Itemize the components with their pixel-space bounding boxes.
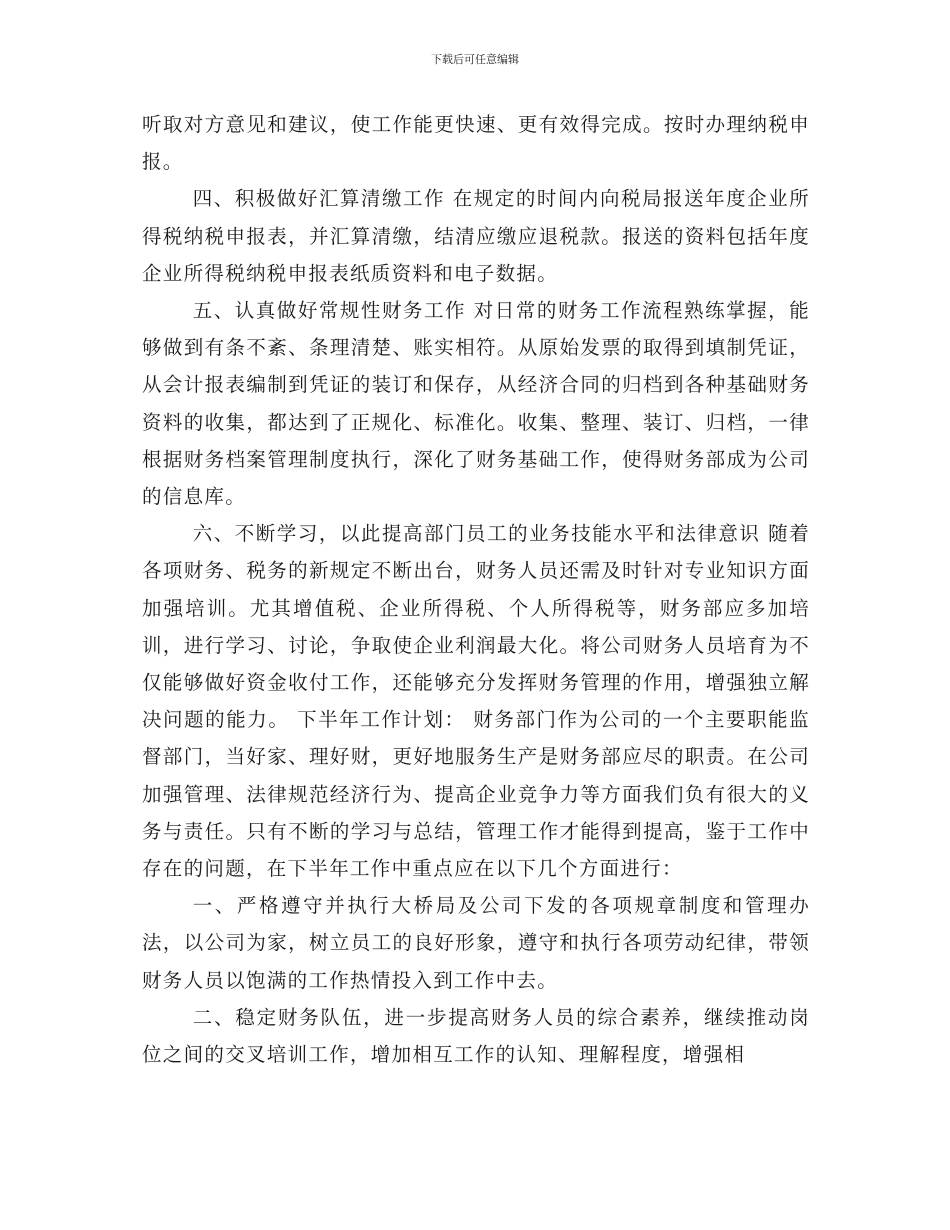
paragraph-continuation: 听取对方意见和建议，使工作能更快速、更有效得完成。按时办理纳税申报。 [142, 113, 810, 174]
paragraph-section-6: 六、不断学习，以此提高部门员工的业务技能水平和法律意识 随着各项财务、税务的新规定不断出台，财务人员还需及时针对专业知识方面加强培训。尤其增值税、企业所得税、个人所得税等，财务部应多加培训，进行学习、讨论，争取使企业利润最大化。将公司财务人员培育为不仅能够做好资金收付工作，还能够充分发挥财务管理的作用，增强独立解决问题的能力。 下半年工作计划： 财务部门作为公司的一个主要职能监督部门，当好家、理好财，更好地服务生产是财务部应尽的职责。在公司加强管理、法律规范经济行为、提高企业竞争力等方面我们负有很大的义务与责任。只有不断的学习与总结，管理工作才能得到提高，鉴于工作中存在的问题，在下半年工作中重点应在以下几个方面进行： [142, 522, 810, 881]
paragraph-plan-1: 一、严格遵守并执行大桥局及公司下发的各项规章制度和管理办法，以公司为家，树立员工的良好形象，遵守和执行各项劳动纪律，带领财务人员以饱满的工作热情投入到工作中去。 [142, 894, 810, 992]
page-header: 下载后可任意编辑 [431, 53, 519, 66]
document-body [142, 106, 810, 1073]
paragraph-plan-2: 二、稳定财务队伍，进一步提高财务人员的综合素养，继续推动岗位之间的交叉培训工作，增加相互工作的认知、理解程度，增强相 [142, 1005, 810, 1067]
paragraph-section-5: 五、认真做好常规性财务工作 对日常的财务工作流程熟练掌握，能够做到有条不紊、条理清楚、账实相符。从原始发票的取得到填制凭证，从会计报表编制到凭证的装订和保存，从经济合同的归档到各种基础财务资料的收集，都达到了正规化、标准化。收集、整理、装订、归档，一律根据财务档案管理制度执行，深化了财务基础工作，使得财务部成为公司的信息库。 [142, 299, 810, 509]
paragraph-section-4: 四、积极做好汇算清缴工作 在规定的时间内向税局报送年度企业所得税纳税申报表，并汇算清缴，结清应缴应退税款。报送的资料包括年度企业所得税纳税申报表纸质资料和电子数据。 [142, 187, 810, 285]
